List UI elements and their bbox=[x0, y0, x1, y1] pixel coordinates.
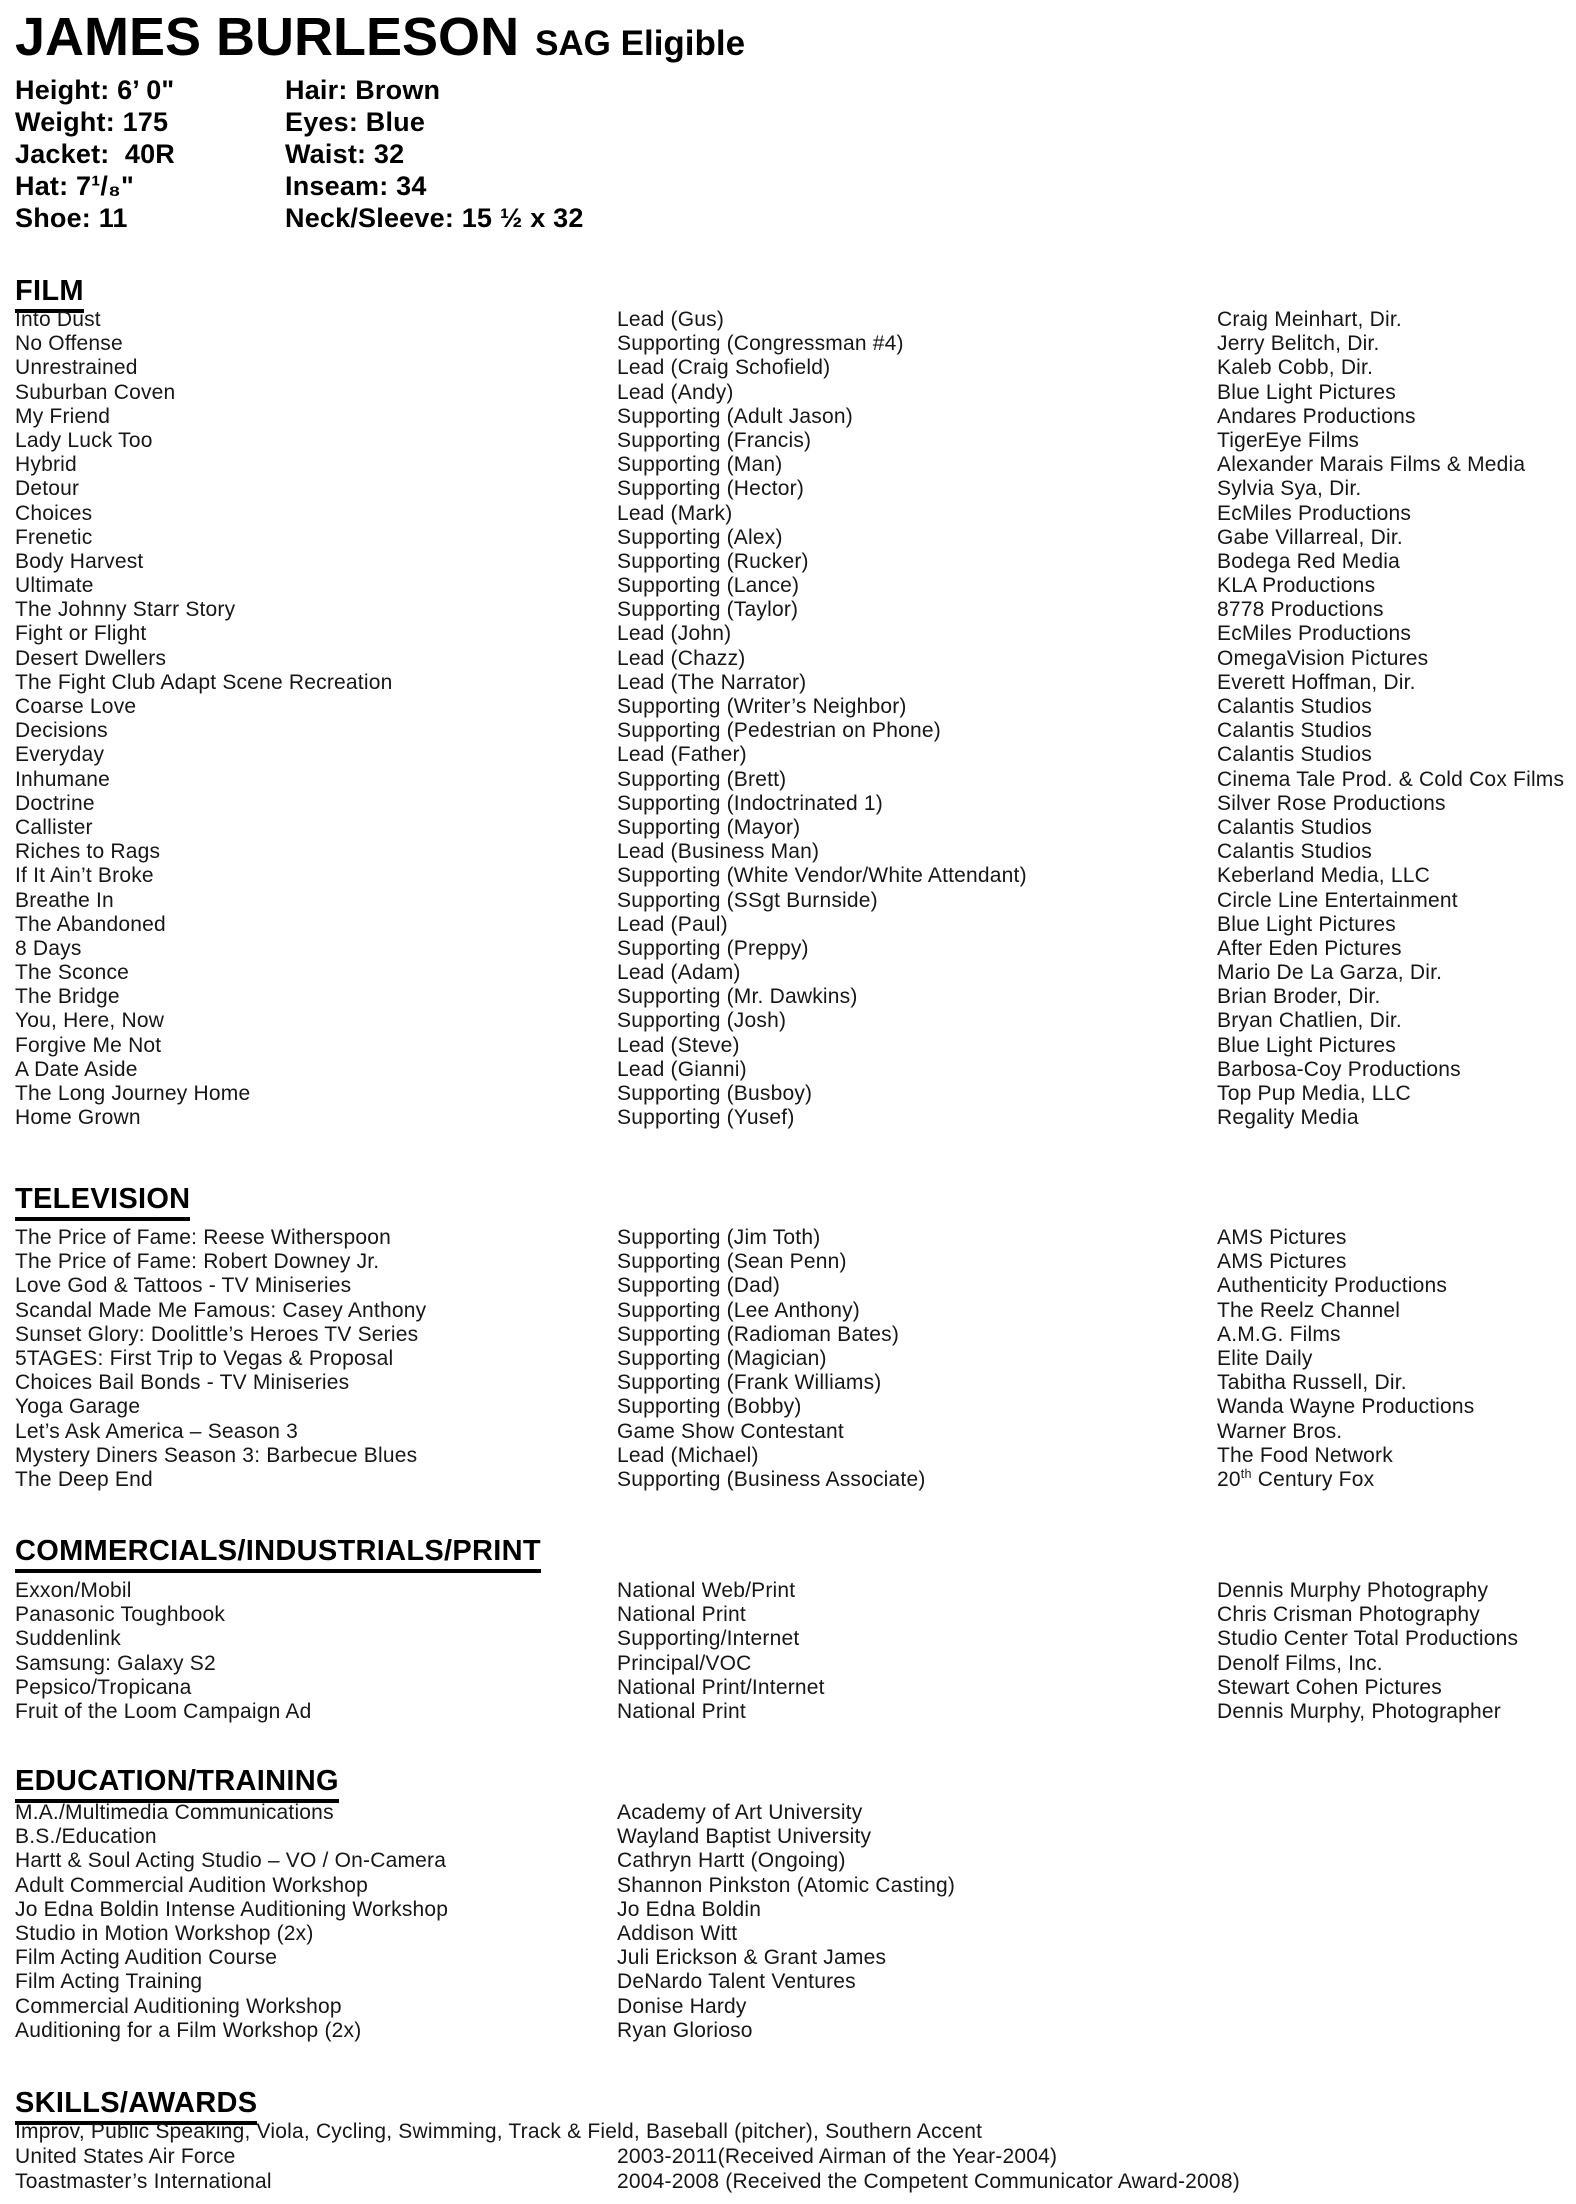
role-cell: Lead (Adam) bbox=[617, 961, 741, 985]
production-cell: Bodega Red Media bbox=[1217, 549, 1400, 573]
production-cell: Wanda Wayne Productions bbox=[1217, 1395, 1475, 1419]
television-row bbox=[0, 1468, 1576, 1492]
television-row bbox=[0, 1395, 1576, 1419]
role-cell: Supporting (SSgt Burnside) bbox=[617, 888, 878, 912]
film-row bbox=[0, 695, 1576, 719]
usage-cell: Principal/VOC bbox=[617, 1651, 752, 1675]
television-row bbox=[0, 1420, 1576, 1444]
role-cell: Supporting (Francis) bbox=[617, 428, 812, 452]
role-cell: Supporting (Lance) bbox=[617, 574, 800, 598]
production-cell: Keberland Media, LLC bbox=[1217, 864, 1430, 888]
production-cell: 8778 Productions bbox=[1217, 598, 1384, 622]
title-cell: Riches to Rags bbox=[15, 840, 161, 864]
commercial-row bbox=[0, 1700, 1576, 1724]
title-cell: Exxon/Mobil bbox=[15, 1579, 132, 1602]
film-row bbox=[0, 985, 1576, 1009]
title-cell: Decisions bbox=[15, 719, 108, 743]
film-row bbox=[0, 1034, 1576, 1058]
stat-right: Neck/Sleeve: 15 ½ x 32 bbox=[285, 203, 584, 233]
film-row bbox=[0, 816, 1576, 840]
production-cell: Bryan Chatlien, Dir. bbox=[1217, 1009, 1402, 1033]
film-row bbox=[0, 1009, 1576, 1033]
production-cell: Cinema Tale Prod. & Cold Cox Films bbox=[1217, 767, 1565, 791]
title-cell: Home Grown bbox=[15, 1106, 141, 1130]
role-cell: Supporting (Pedestrian on Phone) bbox=[617, 719, 941, 743]
film-row bbox=[0, 961, 1576, 985]
title-cell: The Price of Fame: Robert Downey Jr. bbox=[15, 1250, 380, 1274]
role-cell: Supporting (Jim Toth) bbox=[617, 1226, 821, 1249]
course-cell: Film Acting Audition Course bbox=[15, 1946, 278, 1970]
role-cell: Lead (Business Man) bbox=[617, 840, 820, 864]
stat-right: Hair: Brown bbox=[285, 75, 441, 105]
role-cell: Supporting (Yusef) bbox=[617, 1106, 795, 1130]
production-cell: Everett Hoffman, Dir. bbox=[1217, 670, 1416, 694]
role-cell: Supporting (Business Associate) bbox=[617, 1467, 926, 1491]
production-cell: Gabe Villarreal, Dir. bbox=[1217, 525, 1403, 549]
commercial-row bbox=[0, 1603, 1576, 1627]
course-cell: Film Acting Training bbox=[15, 1970, 203, 1994]
education-rows bbox=[0, 1801, 1576, 2043]
production-cell: The Reelz Channel bbox=[1217, 1298, 1401, 1322]
title-cell: Fight or Flight bbox=[15, 622, 147, 646]
film-row bbox=[0, 356, 1576, 380]
title-cell: Samsung: Galaxy S2 bbox=[15, 1651, 216, 1675]
role-cell: Lead (Michael) bbox=[617, 1443, 759, 1467]
production-cell: After Eden Pictures bbox=[1217, 936, 1402, 960]
television-row bbox=[0, 1274, 1576, 1298]
title-cell: Desert Dwellers bbox=[15, 646, 167, 670]
role-cell: Lead (Steve) bbox=[617, 1033, 740, 1057]
title-cell: Let’s Ask America – Season 3 bbox=[15, 1419, 299, 1443]
title-cell: The Sconce bbox=[15, 961, 130, 985]
production-cell: Circle Line Entertainment bbox=[1217, 888, 1458, 912]
television-row bbox=[0, 1250, 1576, 1274]
stat-left: Shoe: 11 bbox=[15, 203, 128, 233]
role-cell: Supporting (Radioman Bates) bbox=[617, 1322, 900, 1346]
skill-cell: Improv, Public Speaking, Viola, Cycling, Swimming, Track & Field, Baseball (pitcher), Southern Accent bbox=[15, 2120, 983, 2143]
film-row bbox=[0, 864, 1576, 888]
role-cell: Lead (Paul) bbox=[617, 912, 728, 936]
production-cell: Mario De La Garza, Dir. bbox=[1217, 961, 1443, 985]
title-cell: The Price of Fame: Reese Witherspoon bbox=[15, 1226, 392, 1249]
title-cell: The Long Journey Home bbox=[15, 1082, 251, 1105]
instructor-cell: Shannon Pinkston (Atomic Casting) bbox=[617, 1873, 956, 1897]
title-cell: Breathe In bbox=[15, 888, 114, 912]
page-title: JAMES BURLESON bbox=[15, 7, 520, 67]
film-row bbox=[0, 768, 1576, 792]
film-row bbox=[0, 308, 1576, 332]
film-row bbox=[0, 1106, 1576, 1130]
course-cell: Jo Edna Boldin Intense Auditioning Workshop bbox=[15, 1897, 449, 1921]
title-cell: Pepsico/Tropicana bbox=[15, 1675, 192, 1699]
title-cell: Unrestrained bbox=[15, 356, 138, 380]
title-cell: Callister bbox=[15, 815, 93, 839]
role-cell: Lead (The Narrator) bbox=[617, 670, 807, 694]
role-cell: Supporting (Indoctrinated 1) bbox=[617, 791, 883, 815]
television-row bbox=[0, 1299, 1576, 1323]
title-cell: Choices bbox=[15, 501, 93, 525]
film-row bbox=[0, 889, 1576, 913]
commercial-row bbox=[0, 1652, 1576, 1676]
stat-right: Eyes: Blue bbox=[285, 107, 426, 137]
course-cell: Studio in Motion Workshop (2x) bbox=[15, 1921, 314, 1945]
role-cell: Supporting (Mr. Dawkins) bbox=[617, 985, 858, 1009]
stat-left: Hat: 7¹/₈" bbox=[15, 171, 134, 201]
role-cell: Lead (Gianni) bbox=[617, 1057, 747, 1081]
production-cell: Calantis Studios bbox=[1217, 695, 1372, 718]
role-cell: Supporting (Sean Penn) bbox=[617, 1250, 847, 1274]
instructor-cell: Wayland Baptist University bbox=[617, 1825, 872, 1849]
education-row bbox=[0, 1898, 1576, 1922]
course-cell: Adult Commercial Audition Workshop bbox=[15, 1873, 369, 1897]
film-row bbox=[0, 429, 1576, 453]
instructor-cell: Jo Edna Boldin bbox=[617, 1897, 762, 1921]
role-cell: Supporting (Hector) bbox=[617, 477, 805, 501]
education-row bbox=[0, 2019, 1576, 2043]
stat-left: Jacket: 40R bbox=[15, 139, 175, 169]
film-row bbox=[0, 526, 1576, 550]
production-cell: Craig Meinhart, Dir. bbox=[1217, 308, 1402, 331]
title-cell: The Abandoned bbox=[15, 912, 166, 936]
section-television bbox=[0, 1183, 1576, 1491]
film-row bbox=[0, 937, 1576, 961]
production-cell: Calantis Studios bbox=[1217, 840, 1372, 864]
production-cell: Jerry Belitch, Dir. bbox=[1217, 332, 1380, 356]
title-cell: Hybrid bbox=[15, 453, 77, 477]
film-row bbox=[0, 477, 1576, 501]
education-row bbox=[0, 1801, 1576, 1825]
title-cell: The Johnny Starr Story bbox=[15, 598, 236, 622]
stats-row bbox=[0, 74, 1576, 106]
title-cell: Frenetic bbox=[15, 525, 93, 549]
title-cell: Ultimate bbox=[15, 574, 94, 598]
production-cell: Top Pup Media, LLC bbox=[1217, 1082, 1411, 1105]
film-row bbox=[0, 719, 1576, 743]
title-cell: Suddenlink bbox=[15, 1627, 121, 1651]
role-cell: Supporting (Writer’s Neighbor) bbox=[617, 695, 907, 718]
production-cell: Elite Daily bbox=[1217, 1346, 1313, 1370]
stats-row bbox=[0, 138, 1576, 170]
film-row bbox=[0, 381, 1576, 405]
course-cell: Hartt & Soul Acting Studio – VO / On-Camera bbox=[15, 1849, 447, 1873]
production-cell: Calantis Studios bbox=[1217, 719, 1372, 743]
role-cell: Lead (John) bbox=[617, 622, 732, 646]
title-cell: Sunset Glory: Doolittle’s Heroes TV Series bbox=[15, 1322, 419, 1346]
film-row bbox=[0, 550, 1576, 574]
course-cell: M.A./Multimedia Communications bbox=[15, 1801, 334, 1824]
film-row bbox=[0, 671, 1576, 695]
production-cell: Dennis Murphy, Photographer bbox=[1217, 1699, 1501, 1723]
role-cell: Supporting (Busboy) bbox=[617, 1082, 813, 1105]
title-cell: Mystery Diners Season 3: Barbecue Blues bbox=[15, 1443, 418, 1467]
role-cell: Supporting (White Vendor/White Attendant) bbox=[617, 864, 1027, 888]
usage-cell: National Print bbox=[617, 1603, 746, 1627]
production-cell: Blue Light Pictures bbox=[1217, 380, 1396, 404]
stats-row bbox=[0, 170, 1576, 202]
course-cell: Commercial Auditioning Workshop bbox=[15, 1994, 342, 2018]
title-cell: Inhumane bbox=[15, 767, 111, 791]
title-cell: You, Here, Now bbox=[15, 1009, 165, 1033]
education-row bbox=[0, 1995, 1576, 2019]
title-cell: 8 Days bbox=[15, 936, 82, 960]
sag-status: SAG Eligible bbox=[535, 24, 746, 63]
role-cell: Supporting (Rucker) bbox=[617, 549, 809, 573]
film-row bbox=[0, 405, 1576, 429]
role-cell: Supporting (Congressman #4) bbox=[617, 332, 904, 356]
role-cell: Supporting (Josh) bbox=[617, 1009, 787, 1033]
role-cell: Supporting (Frank Williams) bbox=[617, 1371, 882, 1395]
role-cell: Lead (Mark) bbox=[617, 501, 733, 525]
production-cell: OmegaVision Pictures bbox=[1217, 646, 1429, 670]
instructor-cell: Addison Witt bbox=[617, 1921, 738, 1945]
stat-left: Weight: 175 bbox=[15, 107, 169, 137]
instructor-cell: Ryan Glorioso bbox=[617, 2018, 753, 2042]
award-cell: 2004-2008 (Received the Competent Communicator Award-2008) bbox=[617, 2170, 1240, 2193]
production-cell: Denolf Films, Inc. bbox=[1217, 1651, 1383, 1675]
stats-row bbox=[0, 202, 1576, 234]
title-cell: Coarse Love bbox=[15, 695, 137, 718]
production-cell: Calantis Studios bbox=[1217, 815, 1372, 839]
title-cell: Detour bbox=[15, 477, 80, 501]
skills-row bbox=[0, 2145, 1576, 2170]
production-cell: Studio Center Total Productions bbox=[1217, 1627, 1519, 1651]
title-cell: 5TAGES: First Trip to Vegas & Proposal bbox=[15, 1346, 394, 1370]
television-row bbox=[0, 1323, 1576, 1347]
commercial-row bbox=[0, 1676, 1576, 1700]
production-cell: Calantis Studios bbox=[1217, 743, 1372, 767]
education-row bbox=[0, 1849, 1576, 1873]
stats-block bbox=[0, 74, 1576, 234]
stats-row bbox=[0, 106, 1576, 138]
role-cell: Lead (Chazz) bbox=[617, 646, 746, 670]
role-cell: Supporting (Lee Anthony) bbox=[617, 1298, 860, 1322]
production-cell: Regality Media bbox=[1217, 1106, 1359, 1130]
production-cell: AMS Pictures bbox=[1217, 1226, 1347, 1249]
film-row bbox=[0, 332, 1576, 356]
stat-right: Inseam: 34 bbox=[285, 171, 427, 201]
production-cell: Tabitha Russell, Dir. bbox=[1217, 1371, 1407, 1395]
title-cell: Body Harvest bbox=[15, 549, 144, 573]
production-cell: 20th Century Fox bbox=[1217, 1466, 1375, 1491]
role-cell: Game Show Contestant bbox=[617, 1419, 844, 1443]
title-cell: Lady Luck Too bbox=[15, 428, 153, 452]
production-cell: Silver Rose Productions bbox=[1217, 791, 1446, 815]
production-cell: EcMiles Productions bbox=[1217, 622, 1412, 646]
title-cell: The Deep End bbox=[15, 1467, 153, 1491]
education-row bbox=[0, 1874, 1576, 1898]
film-row bbox=[0, 647, 1576, 671]
usage-cell: National Print/Internet bbox=[617, 1675, 825, 1699]
film-row bbox=[0, 743, 1576, 767]
film-row bbox=[0, 598, 1576, 622]
title-cell: Forgive Me Not bbox=[15, 1033, 162, 1057]
title-cell: Fruit of the Loom Campaign Ad bbox=[15, 1699, 312, 1723]
title-cell: If It Ain’t Broke bbox=[15, 864, 154, 888]
section-education bbox=[0, 1765, 1576, 2042]
production-cell: Warner Bros. bbox=[1217, 1419, 1343, 1443]
television-row bbox=[0, 1226, 1576, 1250]
usage-cell: National Web/Print bbox=[617, 1579, 796, 1602]
award-cell: 2003-2011(Received Airman of the Year-2004) bbox=[617, 2145, 1058, 2168]
section-heading-television: TELEVISION bbox=[15, 1184, 1576, 1221]
role-cell: Supporting (Mayor) bbox=[617, 815, 801, 839]
stat-right: Waist: 32 bbox=[285, 139, 405, 169]
title-cell: Love God & Tattoos - TV Miniseries bbox=[15, 1274, 352, 1298]
production-cell: EcMiles Productions bbox=[1217, 501, 1412, 525]
section-heading-commercials: COMMERCIALS/INDUSTRIALS/PRINT bbox=[15, 1536, 1576, 1573]
section-film bbox=[0, 275, 1576, 1130]
commercials-rows bbox=[0, 1579, 1576, 1724]
production-cell: A.M.G. Films bbox=[1217, 1322, 1341, 1346]
role-cell: Supporting (Alex) bbox=[617, 525, 783, 549]
title-cell: Everyday bbox=[15, 743, 105, 767]
section-skills-awards bbox=[0, 2087, 1576, 2193]
production-cell: Blue Light Pictures bbox=[1217, 1033, 1396, 1057]
education-row bbox=[0, 1922, 1576, 1946]
instructor-cell: Donise Hardy bbox=[617, 1994, 747, 2018]
production-cell: Alexander Marais Films & Media bbox=[1217, 453, 1526, 477]
usage-cell: Supporting/Internet bbox=[617, 1627, 800, 1651]
resume-header bbox=[15, 6, 745, 68]
role-cell: Supporting (Man) bbox=[617, 453, 783, 477]
production-cell: Dennis Murphy Photography bbox=[1217, 1579, 1489, 1602]
skill-cell: Toastmaster’s International bbox=[15, 2170, 272, 2193]
role-cell: Lead (Gus) bbox=[617, 308, 725, 331]
title-cell: Choices Bail Bonds - TV Miniseries bbox=[15, 1371, 350, 1395]
commercial-row bbox=[0, 1627, 1576, 1651]
title-cell: Yoga Garage bbox=[15, 1395, 141, 1419]
television-row bbox=[0, 1371, 1576, 1395]
course-cell: Auditioning for a Film Workshop (2x) bbox=[15, 2018, 362, 2042]
commercial-row bbox=[0, 1579, 1576, 1603]
film-row bbox=[0, 453, 1576, 477]
education-row bbox=[0, 1946, 1576, 1970]
title-cell: The Fight Club Adapt Scene Recreation bbox=[15, 670, 393, 694]
title-cell: The Bridge bbox=[15, 985, 120, 1009]
production-cell: Blue Light Pictures bbox=[1217, 912, 1396, 936]
film-row bbox=[0, 622, 1576, 646]
section-heading-education: EDUCATION/TRAINING bbox=[15, 1766, 1576, 1803]
role-cell: Lead (Andy) bbox=[617, 380, 734, 404]
skills-row bbox=[0, 2170, 1576, 2195]
title-cell: Suburban Coven bbox=[15, 380, 176, 404]
production-cell: Brian Broder, Dir. bbox=[1217, 985, 1381, 1009]
section-commercials bbox=[0, 1535, 1576, 1723]
title-cell: My Friend bbox=[15, 404, 111, 428]
television-row bbox=[0, 1444, 1576, 1468]
title-cell: Scandal Made Me Famous: Casey Anthony bbox=[15, 1298, 427, 1322]
instructor-cell: Cathryn Hartt (Ongoing) bbox=[617, 1849, 846, 1873]
title-cell: No Offense bbox=[15, 332, 123, 356]
title-cell: Panasonic Toughbook bbox=[15, 1603, 226, 1627]
course-cell: B.S./Education bbox=[15, 1825, 157, 1849]
section-heading-film: FILM bbox=[15, 276, 1576, 313]
film-row bbox=[0, 574, 1576, 598]
production-cell: KLA Productions bbox=[1217, 574, 1376, 598]
stat-left: Height: 6’ 0" bbox=[15, 75, 175, 105]
film-rows bbox=[0, 308, 1576, 1130]
title-cell: A Date Aside bbox=[15, 1057, 138, 1081]
role-cell: Supporting (Magician) bbox=[617, 1346, 827, 1370]
role-cell: Supporting (Preppy) bbox=[617, 936, 809, 960]
television-rows bbox=[0, 1226, 1576, 1492]
title-cell: Doctrine bbox=[15, 791, 95, 815]
education-row bbox=[0, 1970, 1576, 1994]
film-row bbox=[0, 502, 1576, 526]
role-cell: Supporting (Bobby) bbox=[617, 1395, 802, 1419]
production-cell: Stewart Cohen Pictures bbox=[1217, 1675, 1443, 1699]
production-cell: Sylvia Sya, Dir. bbox=[1217, 477, 1362, 501]
film-row bbox=[0, 913, 1576, 937]
role-cell: Supporting (Brett) bbox=[617, 767, 787, 791]
role-cell: Lead (Father) bbox=[617, 743, 747, 767]
production-cell: Authenticity Productions bbox=[1217, 1274, 1448, 1298]
role-cell: Supporting (Adult Jason) bbox=[617, 404, 853, 428]
production-cell: AMS Pictures bbox=[1217, 1250, 1347, 1274]
skill-cell: United States Air Force bbox=[15, 2145, 236, 2168]
usage-cell: National Print bbox=[617, 1699, 746, 1723]
production-cell: Kaleb Cobb, Dir. bbox=[1217, 356, 1374, 380]
instructor-cell: DeNardo Talent Ventures bbox=[617, 1970, 856, 1994]
instructor-cell: Juli Erickson & Grant James bbox=[617, 1946, 887, 1970]
production-cell: Andares Productions bbox=[1217, 404, 1416, 428]
education-row bbox=[0, 1825, 1576, 1849]
section-heading-skills-awards: SKILLS/AWARDS bbox=[15, 2088, 1576, 2125]
film-row bbox=[0, 792, 1576, 816]
skills-row bbox=[0, 2120, 1576, 2145]
production-cell: Barbosa-Coy Productions bbox=[1217, 1057, 1461, 1081]
production-cell: The Food Network bbox=[1217, 1443, 1393, 1467]
film-row bbox=[0, 1058, 1576, 1082]
title-cell: Into Dust bbox=[15, 308, 101, 331]
production-cell: Chris Crisman Photography bbox=[1217, 1603, 1480, 1627]
film-row bbox=[0, 840, 1576, 864]
film-row bbox=[0, 1082, 1576, 1106]
role-cell: Lead (Craig Schofield) bbox=[617, 356, 831, 380]
role-cell: Supporting (Dad) bbox=[617, 1274, 781, 1298]
television-row bbox=[0, 1347, 1576, 1371]
skills-rows bbox=[0, 2120, 1576, 2195]
instructor-cell: Academy of Art University bbox=[617, 1801, 863, 1824]
production-cell: TigerEye Films bbox=[1217, 428, 1360, 452]
role-cell: Supporting (Taylor) bbox=[617, 598, 799, 622]
